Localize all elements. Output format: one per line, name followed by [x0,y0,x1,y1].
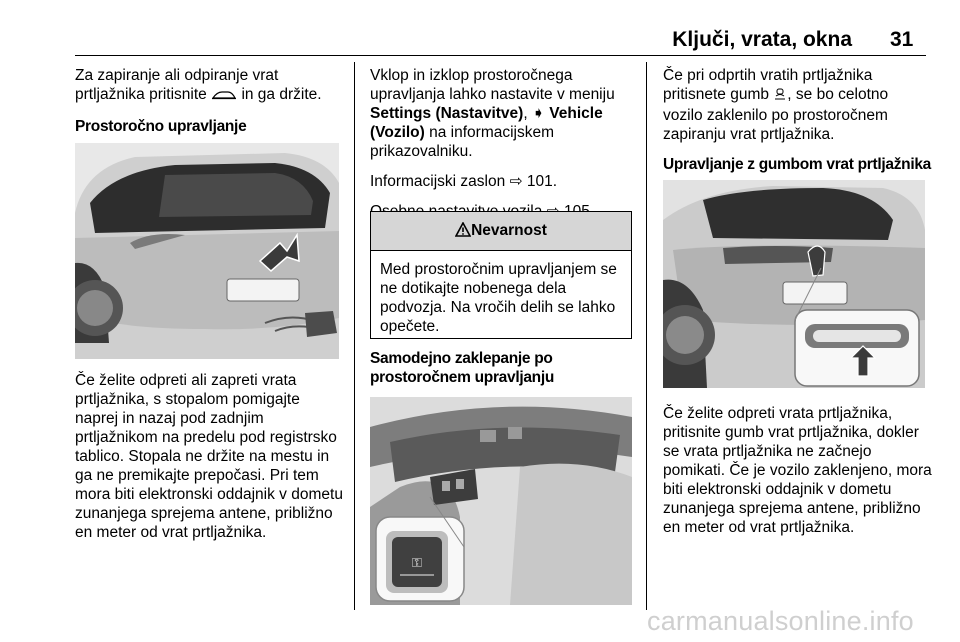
autolock-paragraph: Če pri odprtih vratih prtljažnika pritisnete gumb , se bo celotno vozilo zaklenilo po prostoročnem zapiranju vrat prtljažnika. [663,67,889,143]
ref-info-display: Informacijski zaslon ⇨ 101. [370,173,558,190]
column-3 [663,66,931,184]
warning-header: Nevarnost [371,212,631,251]
header-rule [75,55,926,56]
arrow-icon: ➧ [531,105,545,122]
tailgate-lock-button-illustration [370,397,632,605]
car-key-icon [211,87,237,106]
page-number: 31 [890,28,914,51]
watermark: carmanualsonline.info [647,606,914,636]
page-ref-icon: ⇨ [509,173,523,190]
column-2 [370,66,638,232]
intro-paragraph: Za zapiranje ali odpiranje vrat prtljažnika pritisnite in ga držite. [75,66,347,106]
column-1 [75,66,347,146]
settings-paragraph: Vklop in izklop prostoročnega upravljanja lahko nastavite v meniju Settings (Nastavitve), ➧ Vehicle (Vozilo) na informacijskem prikazovalniku. [370,67,615,160]
svg-text:⚿: ⚿ [412,556,422,571]
column-2-lower [370,349,632,397]
tailgate-button-body: Če želite odpreti vrata prtljažnika, pritisnite gumb vrat prtljažnika, dokler se vrata prtljažnika ne začnejo pomikati. Če je vozilo zaklenjeno, mora biti elektronski oddajnik v dometu zunanjega sprejema antene, približno en meter od vrat prtljažnika. [663,405,932,536]
section-heading-handsfree: Prostoročno upravljanje [75,118,247,135]
column-divider-1 [354,62,355,610]
menu-vehicle-label: Vehicle (Vozilo) [370,105,603,141]
warning-text: Med prostoročnim upravljanjem se ne dotikajte nobenega dela podvozja. Na vročih delih se lahko opečete. [380,261,617,335]
tailgate-handle-button-illustration [663,180,925,388]
section-heading-tailgate-button: Upravljanje z gumbom vrat prtljažnika [663,156,931,173]
column-1-lower [75,371,347,553]
handsfree-body: Če želite odpreti ali zapreti vrata prtljažnika, s stopalom pomigajte naprej in nazaj pod zadnjim prtljažnikom na predelu pod registrsko tablico. Stopala ne držite na mestu in ga ne premikajte prepočasi. Pri tem mora biti elektronski oddajnik v dometu zunanjega sprejema antene, približno en meter od vrat prtljažnika. [75,372,343,541]
warning-box [370,211,632,339]
page-title: Ključi, vrata, okna [672,28,852,51]
column-3-lower [663,404,935,548]
lock-tailgate-button-icon [773,87,787,106]
warning-triangle-icon [455,214,471,252]
column-divider-2 [646,62,647,610]
foot-kick-sensor-illustration [75,143,339,359]
menu-settings-label: Settings (Nastavitve) [370,105,524,122]
section-heading-autolock: Samodejno zaklepanje po prostoročnem upravljanju [370,350,554,386]
